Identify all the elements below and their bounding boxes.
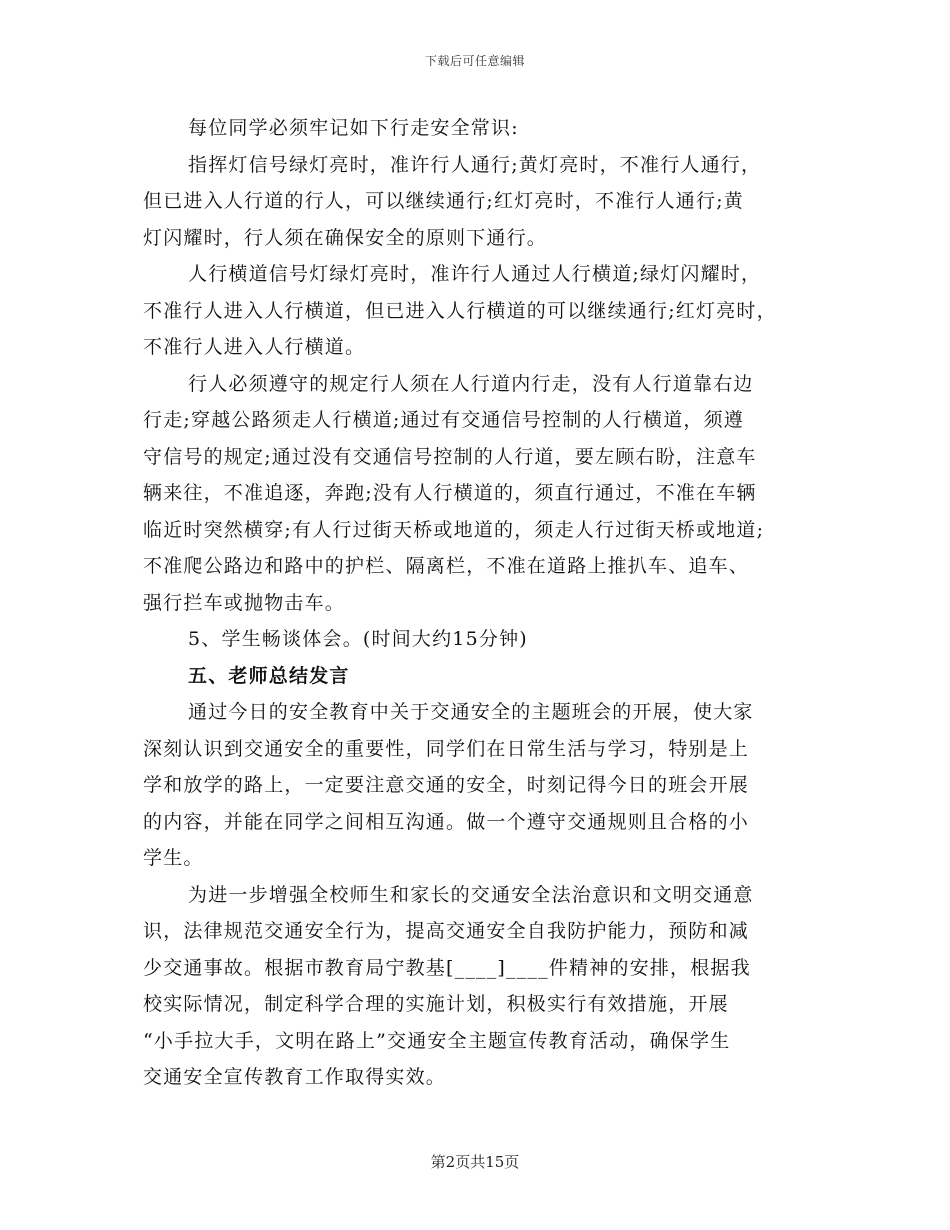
text-line: 不准行人进入人行横道，但已进入人行横道的可以继续通行;红灯亮时， <box>143 299 777 322</box>
text-line: 灯闪耀时，行人须在确保安全的原则下通行。 <box>143 226 548 249</box>
text-line: 不准行人进入人行横道。 <box>143 336 366 358</box>
text-line: 识，法律规范交通安全行为，提高交通安全自我防护能力，预防和减 <box>143 920 750 942</box>
text-line: 人行横道信号灯绿灯亮时，准许行人通过人行横道;绿灯闪耀时， <box>188 263 762 285</box>
text-line: 守信号的规定;通过没有交通信号控制的人行道，要左顾右盼，注意车 <box>143 445 757 468</box>
text-line: 强行拦车或抛物击车。 <box>143 591 346 614</box>
text-line: 少交通事故。根据市教育局宁教基[____]____件精神的安排，根据我 <box>143 956 751 979</box>
text-line: 深刻认识到交通安全的重要性，同学们在日常生活与学习，特别是上 <box>143 737 750 760</box>
text-line: 的内容，并能在同学之间相互沟通。做一个遵守交通规则且合格的小 <box>143 810 750 833</box>
text-line: 每位同学必须牢记如下行走安全常识: <box>188 117 519 139</box>
text-line: 交通安全宣传教育工作取得实效。 <box>143 1066 447 1088</box>
text-line: 辆来往，不准追逐，奔跑;没有人行横道的，须直行通过，不准在车辆 <box>143 482 757 504</box>
text-line: 临近时突然横穿;有人行过街天桥或地道的，须走人行过街天桥或地道; <box>143 518 765 541</box>
page-number: 第2页共15页 <box>430 1153 520 1171</box>
text-line: 不准爬公路边和路中的护栏、隔离栏，不准在道路上推扒车、追车、 <box>143 555 750 577</box>
text-line: 学生。 <box>143 847 204 869</box>
list-item-5: 5、学生畅谈体会。(时间大约15分钟) <box>188 628 528 650</box>
text-line: 行人必须遵守的规定行人须在人行道内行走，没有人行道靠右边 <box>188 372 754 395</box>
text-line: 行走;穿越公路须走人行横道;通过有交通信号控制的人行横道，须遵 <box>143 409 745 431</box>
text-line: 校实际情况，制定科学合理的实施计划，积极实行有效措施，开展 <box>143 993 729 1015</box>
text-line: 但已进入人行道的行人，可以继续通行;红灯亮时，不准行人通行;黄 <box>143 190 745 212</box>
page-header: 下载后可任意编辑 <box>424 54 525 68</box>
text-line: 学和放学的路上，一定要注意交通的安全，时刻记得今日的班会开展 <box>143 774 750 796</box>
document-body <box>143 110 823 1096</box>
text-line: 指挥灯信号绿灯亮时，准许行人通行;黄灯亮时，不准行人通行， <box>188 153 762 176</box>
text-line: 通过今日的安全教育中关于交通安全的主题班会的开展，使大家 <box>188 701 754 723</box>
text-line: 为进一步增强全校师生和家长的交通安全法治意识和文明交通意 <box>188 883 754 906</box>
text-line: “小手拉大手，文明在路上”交通安全主题宣传教育活动，确保学生 <box>143 1029 731 1052</box>
section-heading: 五、老师总结发言 <box>188 664 350 687</box>
